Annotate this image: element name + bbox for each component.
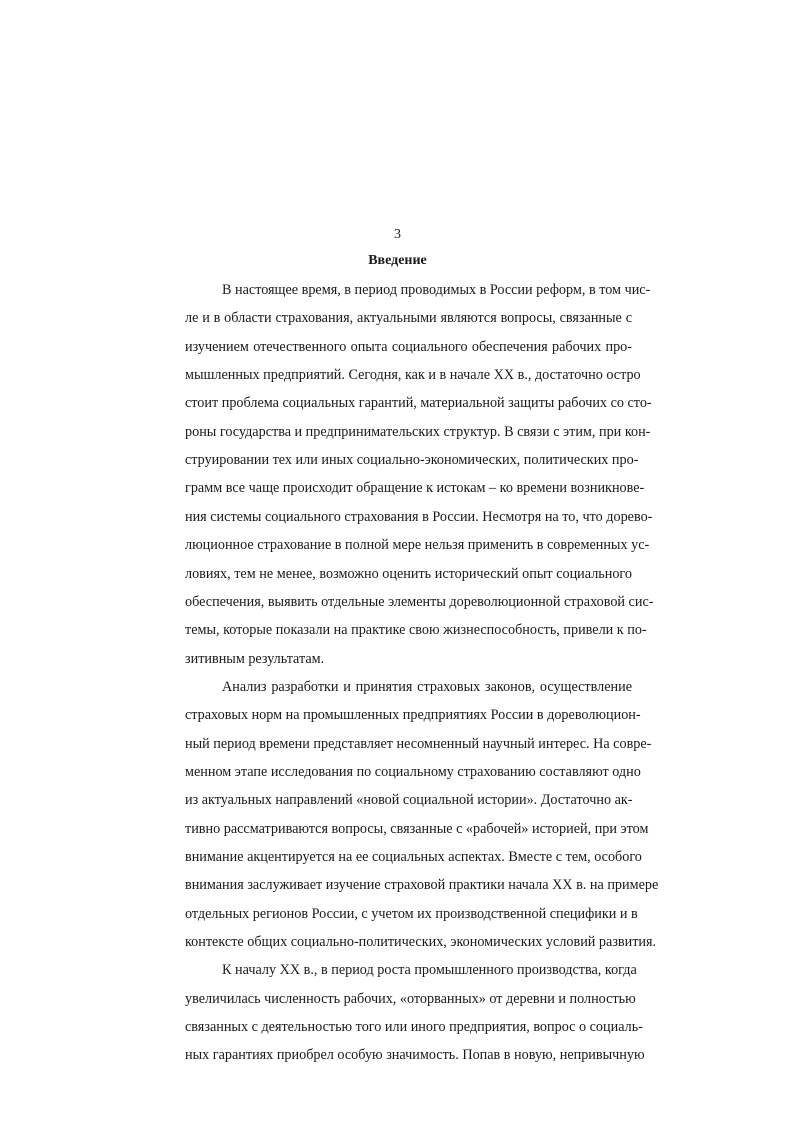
text-line: внимание акцентируется на ее социальных аспектах. Вместе с тем, особого: [185, 849, 642, 865]
text-line: связанных с деятельностью того или иного предприятия, вопрос о социаль-: [185, 1019, 643, 1036]
text-line: отдельных регионов России, с учетом их производственной специфики и в: [185, 905, 638, 922]
text-line: струировании тех или иных социально-экономических, политических про-: [185, 452, 639, 469]
text-line: ловиях, тем не менее, возможно оценить исторический опыт социального: [185, 565, 632, 582]
text-line: грамм все чаще происходит обращение к истокам – ко времени возникнове-: [185, 480, 645, 497]
text-line: мышленных предприятий. Сегодня, как и в начале XX в., достаточно остро: [185, 367, 641, 384]
text-line: Анализ разработки и принятия страховых законов, осуществление: [222, 678, 632, 695]
text-line: зитивным результатам.: [185, 650, 325, 667]
text-line: темы, которые показали на практике свою жизнеспособность, привели к по-: [185, 622, 647, 639]
page-number: 3: [394, 227, 401, 242]
text-line: внимания заслуживает изучение страховой практики начала XX в. на примере: [185, 877, 659, 894]
section-heading: Введение: [368, 253, 427, 268]
text-line: люционное страхование в полной мере нельзя применить в современных ус-: [185, 537, 650, 554]
text-line: ле и в области страхования, актуальными являются вопросы, связанные с: [185, 310, 632, 327]
text-line: страховых норм на промышленных предприятиях России в дореволюцион-: [185, 707, 641, 724]
text-line: ный период времени представляет несомненный научный интерес. На совре-: [185, 735, 652, 752]
text-line: обеспечения, выявить отдельные элементы дореволюционной страховой сис-: [185, 593, 654, 610]
text-line: увеличилась численность рабочих, «оторванных» от деревни и полностью: [185, 990, 636, 1007]
text-line: стоит проблема социальных гарантий, материальной защиты рабочих со сто-: [185, 395, 652, 412]
text-line: ных гарантиях приобрел особую значимость. Попав в новую, непривычную: [185, 1047, 645, 1064]
text-line: тивно рассматриваются вопросы, связанные с «рабочей» историей, при этом: [185, 820, 649, 837]
text-line: В настоящее время, в период проводимых в России реформ, в том чис-: [222, 282, 651, 298]
text-line: менном этапе исследования по социальному страхованию составляют одно: [185, 763, 641, 780]
text-line: роны государства и предпринимательских структур. В связи с этим, при кон-: [185, 423, 651, 440]
text-line: контексте общих социально-политических, экономических условий развития.: [185, 934, 657, 951]
text-line: из актуальных направлений «новой социальной истории». Достаточно ак-: [185, 792, 633, 809]
text-line: К началу XX в., в период роста промышленного производства, когда: [222, 962, 637, 979]
text-line: ния системы социального страхования в России. Несмотря на то, что дорево-: [185, 508, 653, 525]
text-line: изучением отечественного опыта социального обеспечения рабочих про-: [185, 338, 632, 355]
